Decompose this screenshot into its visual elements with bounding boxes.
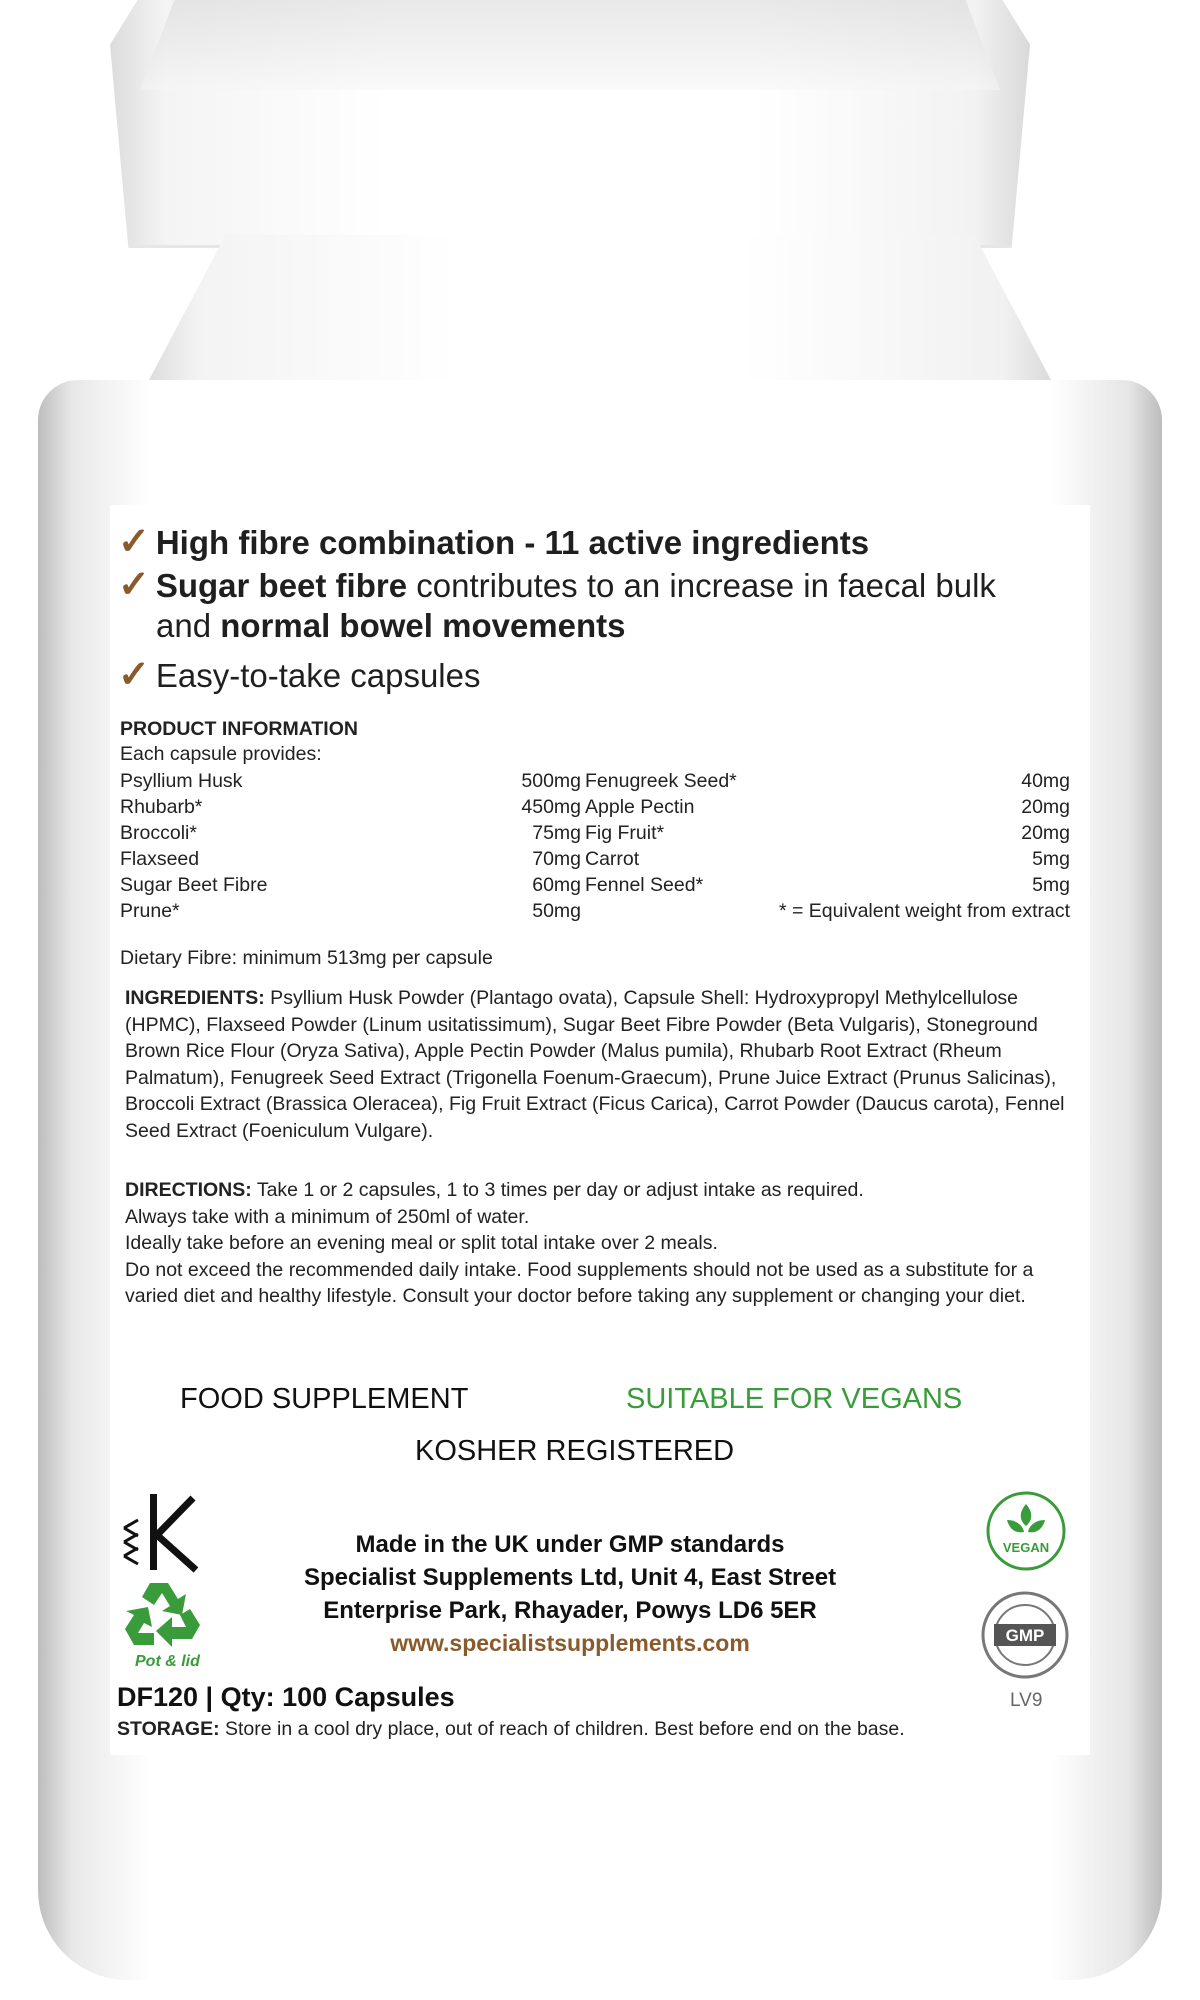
vegan-badge-icon bbox=[985, 1490, 1067, 1572]
product-info-subtitle: Each capsule provides: bbox=[120, 743, 322, 765]
nutrient-row: Sugar Beet Fibre 60mg Fennel Seed* 5mg bbox=[120, 874, 1070, 896]
gmp-badge-text: GMP bbox=[1005, 1626, 1045, 1645]
label-version: LV9 bbox=[1010, 1690, 1043, 1711]
product-code: DF120 | Qty: 100 Capsules bbox=[117, 1682, 455, 1712]
check-icon: ✓ bbox=[118, 654, 150, 696]
check-icon: ✓ bbox=[118, 564, 150, 606]
benefit-1: ✓ High fibre combination - 11 active ingredients bbox=[118, 521, 870, 563]
recycle-icon bbox=[120, 1575, 205, 1650]
gmp-badge-icon bbox=[980, 1590, 1070, 1680]
vegan-badge-text: VEGAN bbox=[1002, 1540, 1050, 1555]
nutrient-row: Psyllium Husk 500mg Fenugreek Seed* 40mg bbox=[120, 770, 1070, 792]
nutrient-row: Rhubarb* 450mg Apple Pectin 20mg bbox=[120, 796, 1070, 818]
ingredients-block: INGREDIENTS: Psyllium Husk Powder (Plantago ovata), Capsule Shell: Hydroxypropyl Methylcellulose (HPMC), Flaxseed Powder (Linum usitatissimum), Sugar Beet Fibre Powder (Beta Vulgaris), Stoneground Brown Rice Flour (Oryza Sativa), Apple Pectin Powder (Malus pumila), Rhubarb Root Extract (Rheum Palmatum), Fenugreek Seed Extract (Trigonella Foenum-Graecum), Prune Juice Extract (Prunus Salicinas), Broccoli Extract (Brassica Oleracea), Fig Fruit Extract (Ficus Carica), Carrot Powder (Daucus carota), Fennel Seed Extract (Foeniculum Vulgare). bbox=[125, 987, 1065, 1142]
kosher-tag: KOSHER REGISTERED bbox=[415, 1435, 735, 1467]
nutrient-row: Prune* 50mg * = Equivalent weight from extract bbox=[120, 900, 1070, 922]
food-supplement-tag: FOOD SUPPLEMENT bbox=[180, 1383, 469, 1415]
storage-note: STORAGE: Store in a cool dry place, out of reach of children. Best before end on the base. bbox=[117, 1718, 905, 1740]
website-link[interactable]: www.specialistsupplements.com bbox=[390, 1630, 750, 1656]
brand-logo-icon bbox=[118, 1490, 208, 1575]
benefit-2: ✓ Sugar beet fibre contributes to an increase in faecal bulk and normal bowel movements bbox=[118, 564, 996, 644]
vegan-tag: SUITABLE FOR VEGANS bbox=[626, 1383, 963, 1415]
directions-block: DIRECTIONS: Take 1 or 2 capsules, 1 to 3 times per day or adjust intake as required. Always take with a minimum of 250ml of water. Ideally take before an evening meal or split total intake over 2 meals. Do not exceed the recommended daily intake. Food supplements should not be used as a substitute for a varied diet and healthy lifestyle. Consult your doctor before taking any supplement or changing your diet. bbox=[125, 1179, 1034, 1308]
product-info-title: PRODUCT INFORMATION bbox=[120, 718, 358, 740]
pot-lid-label: Pot & lid bbox=[135, 1653, 200, 1670]
dietary-fibre-note: Dietary Fibre: minimum 513mg per capsule bbox=[120, 947, 493, 969]
check-icon: ✓ bbox=[118, 521, 150, 563]
lid-shading bbox=[140, 0, 1000, 90]
nutrient-row: Flaxseed 70mg Carrot 5mg bbox=[120, 848, 1070, 870]
benefit-3: ✓ Easy-to-take capsules bbox=[118, 654, 481, 696]
nutrient-row: Broccoli* 75mg Fig Fruit* 20mg bbox=[120, 822, 1070, 844]
manufacturer-info: Made in the UK under GMP standards Specialist Supplements Ltd, Unit 4, East Street Enterprise Park, Rhayader, Powys LD6 5ER www.specialistsupplements.com bbox=[245, 1528, 895, 1660]
